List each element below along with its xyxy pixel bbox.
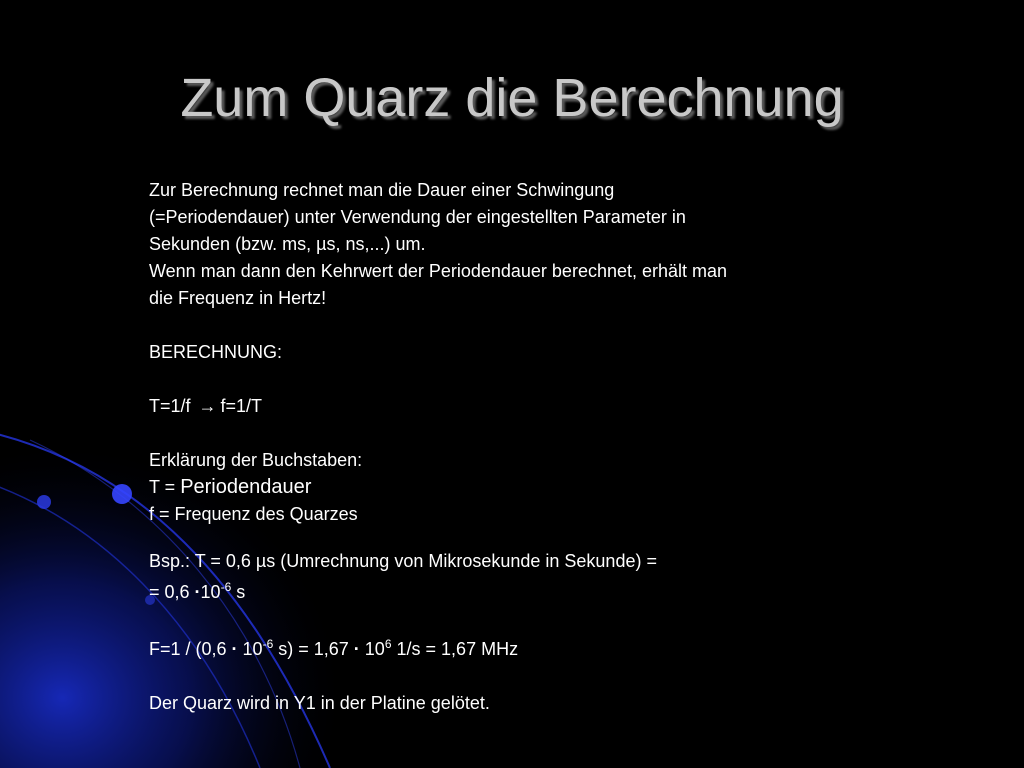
result-part-a: F=1 / (0,6 [149,639,232,659]
multiply-dot: · [194,582,201,602]
intro-line-2: (=Periodendauer) unter Verwendung der eingestellten Parameter in [149,207,686,227]
result-part-d: 10 [359,639,385,659]
slide-body [149,177,909,717]
example-unit: s [231,582,246,602]
result-exponent-2: 6 [384,637,392,651]
example-base: 10 [200,582,221,602]
formula-right: f=1/T [220,396,263,416]
intro-line-1: Zur Berechnung rechnet man die Dauer einer Schwingung [149,180,615,200]
multiply-dot: · [231,639,238,659]
multiply-dot: · [353,639,360,659]
example-exponent: -6 [220,580,232,594]
deco-dot-2 [37,495,51,509]
example-line-2 [149,579,909,606]
example-value: = 0,6 [149,582,195,602]
legend-t-prefix: T = [149,477,181,497]
result-part-b: 10 [237,639,263,659]
example-line-1: Bsp.: T = 0,6 µs (Umrechnung von Mikrosekunde in Sekunde) = [149,551,657,571]
deco-dot-1 [112,484,132,504]
calculation-heading: BERECHNUNG: [149,342,283,362]
result-part-c: s) = 1,67 [273,639,354,659]
arrow-right-icon: → [198,396,217,416]
formula-left: T=1/f [149,396,191,416]
result-part-e: 1/s = 1,67 MHz [391,639,519,659]
legend-t-line [149,474,909,501]
result-exponent-1: -6 [262,637,274,651]
intro-line-4: Wenn man dann den Kehrwert der Periodendauer berechnet, erhält man [149,261,728,281]
formula-line [149,393,909,420]
legend-heading: Erklärung der Buchstaben: [149,450,363,470]
intro-line-5: die Frequenz in Hertz! [149,288,327,308]
footer-line: Der Quarz wird in Y1 in der Platine gelötet. [149,693,490,713]
result-line [149,636,909,663]
slide-title: Zum Quarz die Berechnung [180,68,844,128]
intro-line-3: Sekunden (bzw. ms, µs, ns,...) um. [149,234,426,254]
legend-t-text: Periodendauer [180,476,312,498]
legend-f-line: f = Frequenz des Quarzes [149,504,358,524]
